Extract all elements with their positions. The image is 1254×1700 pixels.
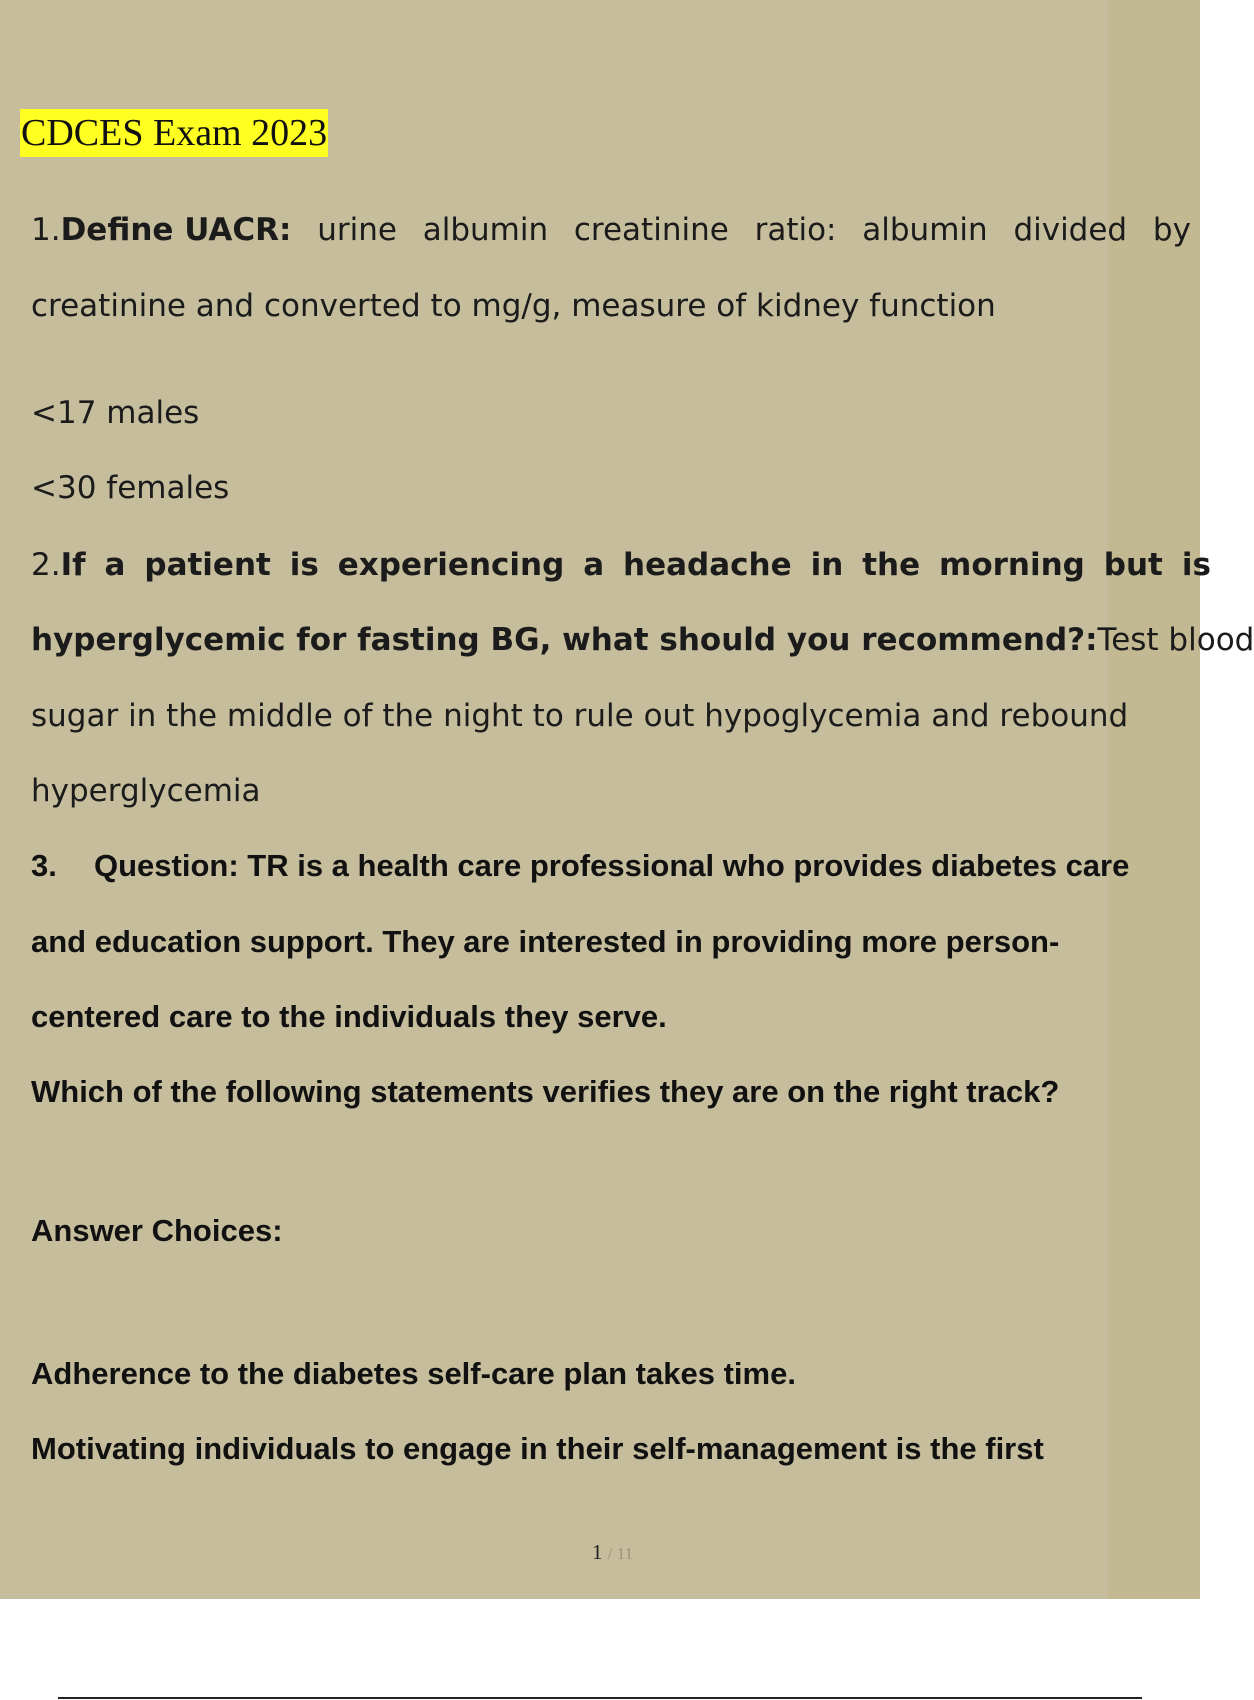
page-total: / 11 <box>607 1544 634 1563</box>
q3-line-4: Which of the following statements verifies they are on the right track? <box>31 1074 1060 1109</box>
q3-question-text: Question: TR is a health care professional who provides diabetes care <box>94 848 1130 883</box>
q1-term-text: Define UACR: <box>60 212 292 248</box>
next-page-rule <box>58 1697 1142 1699</box>
q2-word: experiencing <box>337 547 565 583</box>
q2-line-1 <box>31 545 1211 585</box>
q3-line-1 <box>31 846 1129 886</box>
q2-lead <box>31 545 86 585</box>
q1-females: <30 females <box>31 470 230 506</box>
q3-line-2: and education support. They are interested in providing more person- <box>31 924 1060 959</box>
q2-word: in <box>810 547 844 583</box>
q2-answer-text: Test blood <box>1097 622 1254 658</box>
q2-word: a <box>104 547 126 583</box>
q1-word: albumin <box>862 212 988 248</box>
q2-word: is <box>289 547 319 583</box>
q1-line-2: creatinine and converted to mg/g, measure of kidney function <box>31 288 996 324</box>
q2-word: patient <box>144 547 271 583</box>
q2-line-3: sugar in the middle of the night to rule out hypoglycemia and rebound <box>31 698 1129 734</box>
q3-choice-1: Adherence to the diabetes self-care plan takes time. <box>31 1356 796 1391</box>
q1-word: urine <box>317 212 397 248</box>
q1-males: <17 males <box>31 395 200 431</box>
q2-word: but <box>1103 547 1163 583</box>
page-current: 1 <box>592 1540 603 1564</box>
page-number <box>592 1540 633 1565</box>
q3-number: 3. <box>31 848 57 883</box>
q3-line-3: centered care to the individuals they serve. <box>31 999 667 1034</box>
q2-line-2 <box>31 620 1254 660</box>
q2-word: a <box>583 547 605 583</box>
q2-word: If <box>60 547 86 583</box>
document-title: CDCES Exam 2023 <box>20 109 328 157</box>
q1-word: ratio: <box>754 212 837 248</box>
q3-choices-label: Answer Choices: <box>31 1213 283 1248</box>
q1-term <box>31 210 291 250</box>
q2-word: headache <box>623 547 792 583</box>
q2-question-text: hyperglycemic for fasting BG, what should you recommend?: <box>31 622 1098 658</box>
q2-line-4: hyperglycemia <box>31 773 261 809</box>
q2-word: the <box>862 547 921 583</box>
q2-word: morning <box>939 547 1085 583</box>
q1-word: creatinine <box>573 212 729 248</box>
q2-number: 2. <box>31 547 61 583</box>
q1-word: by <box>1152 212 1191 248</box>
q1-line-1 <box>31 210 1191 250</box>
q1-word: divided <box>1013 212 1128 248</box>
q3-choice-2: Motivating individuals to engage in their self-management is the first <box>31 1431 1044 1466</box>
q1-number: 1. <box>31 212 61 248</box>
q2-word: is <box>1181 547 1211 583</box>
q1-word: albumin <box>422 212 549 248</box>
